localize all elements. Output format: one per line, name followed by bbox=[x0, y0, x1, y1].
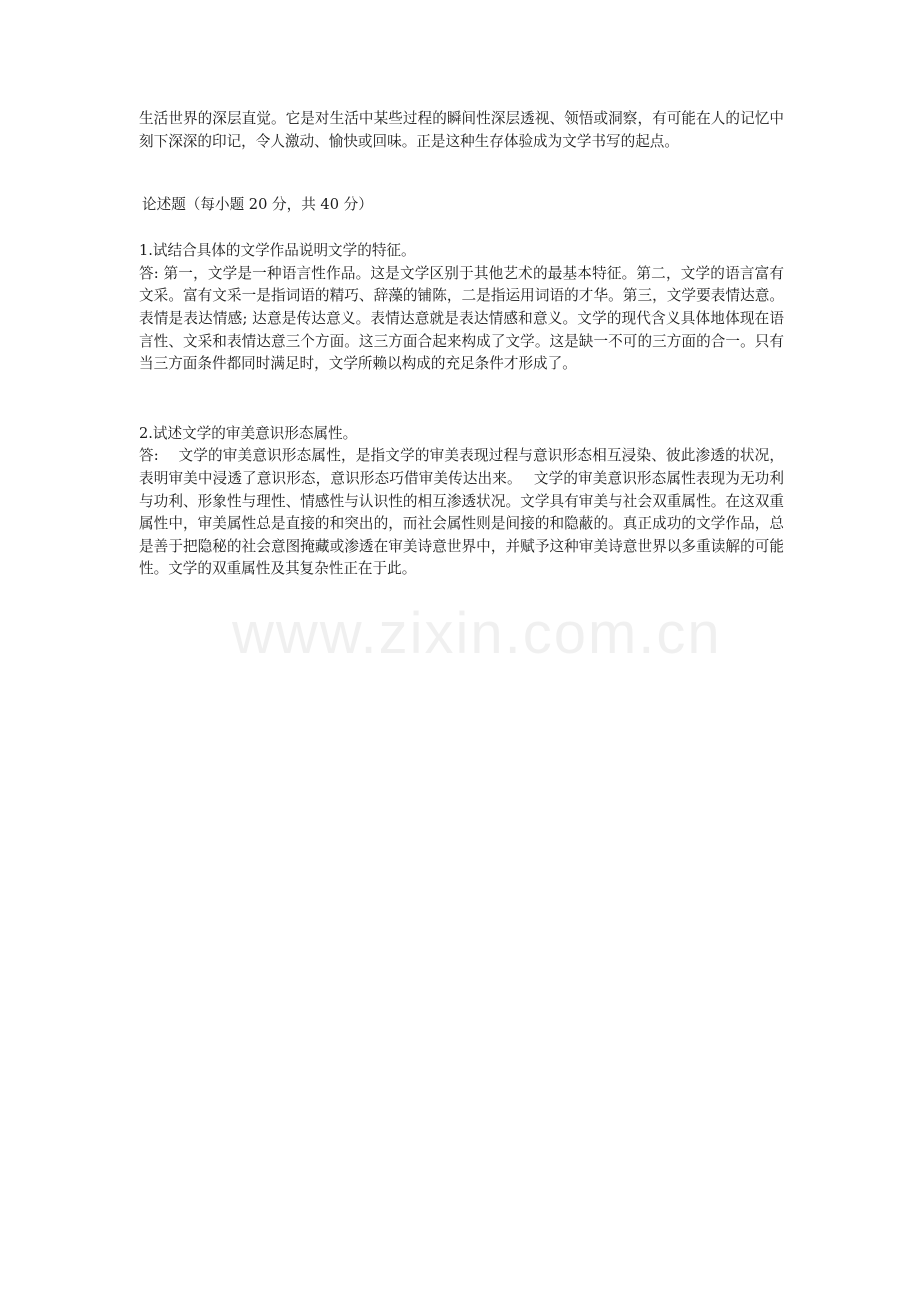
intro-paragraph: 生活世界的深层直觉。它是对生活中某些过程的瞬间性深层透视、领悟或洞察，有可能在人的记忆中刻下深深的印记，令人激动、愉快或回味。正是这种生存体验成为文学书写的起点。 bbox=[139, 110, 784, 150]
question-prompt: 1.试结合具体的文学作品说明文学的特征。 bbox=[139, 242, 416, 260]
question-block-2 bbox=[139, 423, 784, 581]
spacer bbox=[139, 153, 784, 194]
question-block-1 bbox=[139, 240, 784, 376]
spacer bbox=[139, 376, 784, 423]
section-title: 论述题（每小题 20 分，共 40 分） bbox=[142, 196, 373, 214]
watermark: www.zixin.com.cn bbox=[232, 601, 722, 666]
question-answer: 答: 文学的审美意识形态属性，是指文学的审美表现过程与意识形态相互浸染、彼此渗透的状况，表明审美中浸透了意识形态，意识形态巧借审美传达出来。 文学的审美意识形态属性表现为无功利与功利、形象性与理性、情感性与认识性的相互渗透状况。文学具有审美与社会双重属性。在这双重属性中，审美属性总是直接的和突出的，而社会属性则是间接的和隐蔽的。真正成功的文学作品，总是善于把隐秘的社会意图掩藏或渗透在审美诗意世界中，并赋予这种审美诗意世界以多重读解的可能性。文学的双重属性及其复杂性正在于此。 bbox=[139, 447, 784, 578]
question-prompt: 2.试述文学的审美意识形态属性。 bbox=[139, 424, 358, 442]
document-page bbox=[139, 108, 784, 581]
spacer bbox=[139, 216, 784, 240]
question-answer: 答: 第一，文学是一种语言性作品。这是文学区别于其他艺术的最基本特征。第二，文学的语言富有文采。富有文采一是指词语的精巧、辞藻的铺陈，二是指运用词语的才华。第三，文学要表情达意。表情是表达情感; 达意是传达意义。表情达意就是表达情感和意义。文学的现代含义具体地体现在语言性、文采和表情达意三个方面。这三方面合起来构成了文学。这是缺一不可的三方面的合一。只有当三方面条件都同时满足时，文学所赖以构成的充足条件才形成了。 bbox=[139, 264, 784, 373]
